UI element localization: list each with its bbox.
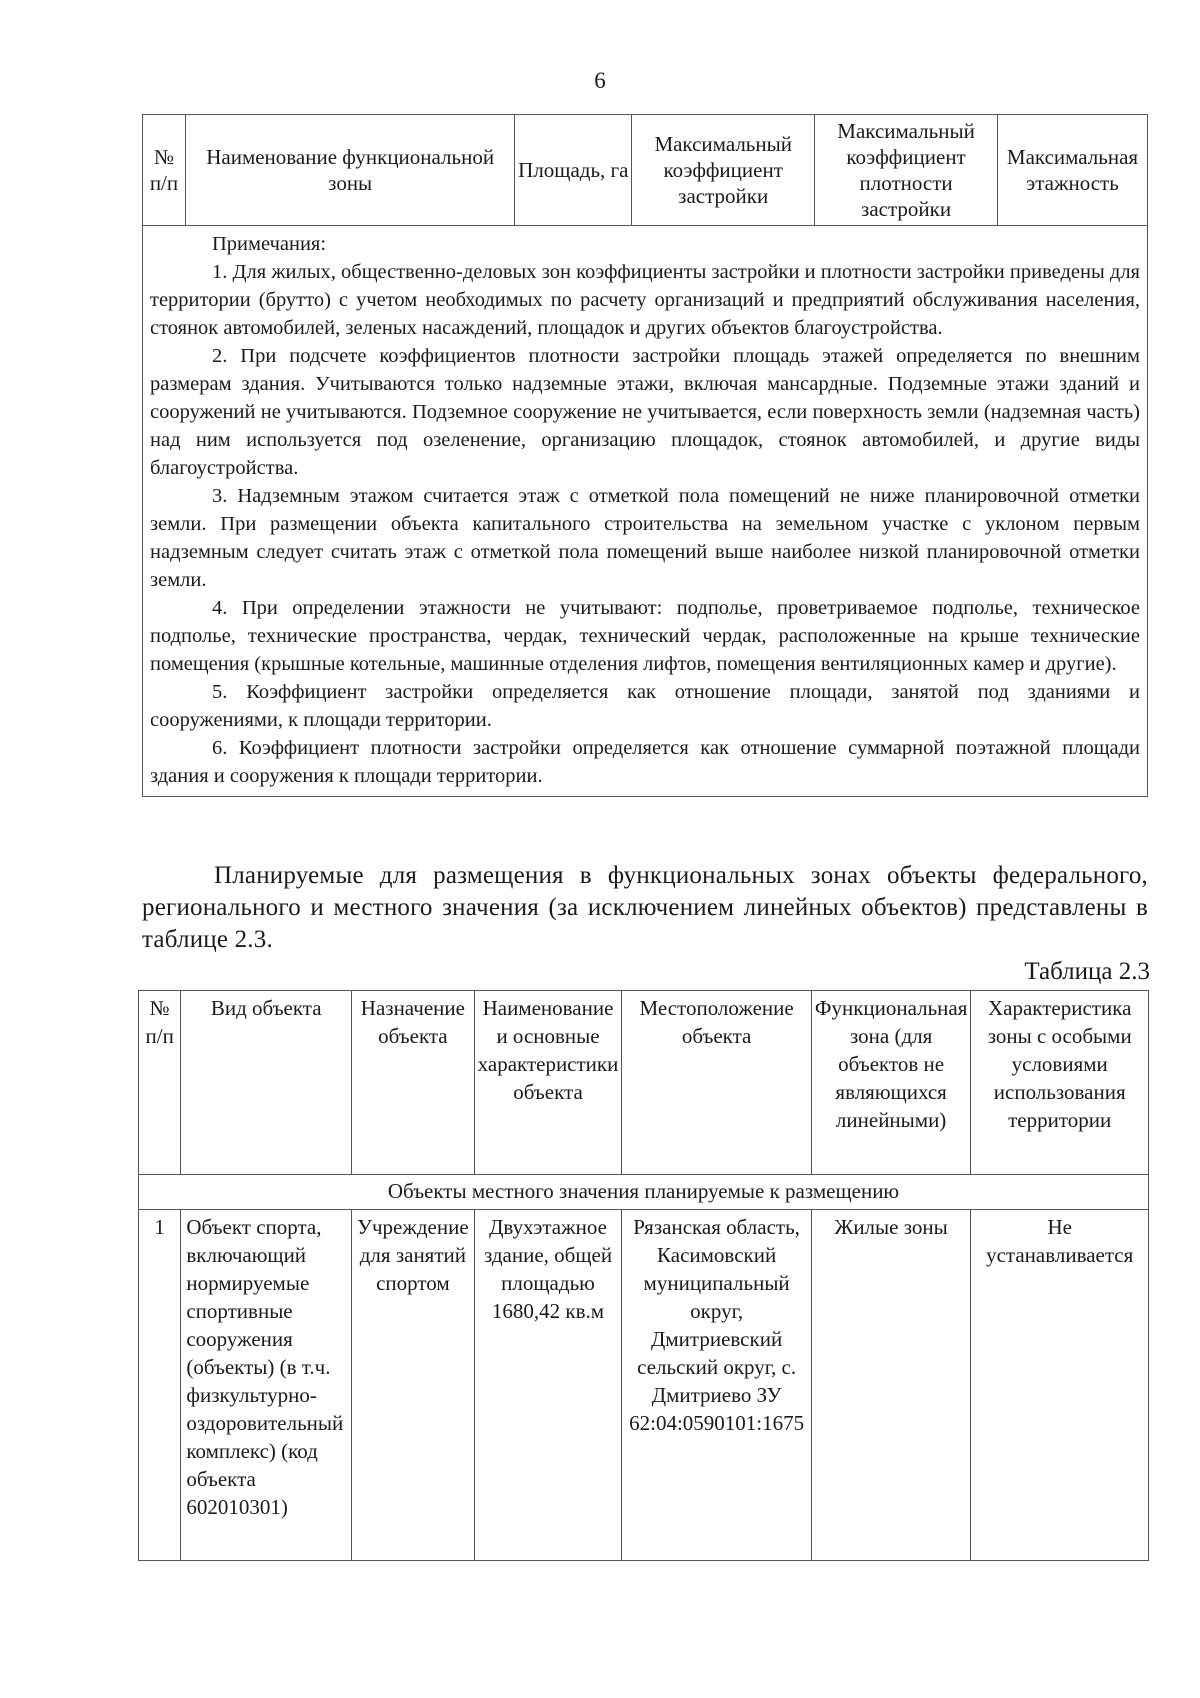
header-zone-name: Наименование функциональной зоны [185,115,514,226]
header-special-zone: Характеристика зоны с особыми условиями использования территории [971,991,1149,1175]
header-number: № п/п [143,115,186,226]
notes-title: Примечания: [212,233,327,255]
header-object-purpose: Назначение объекта [352,991,475,1175]
page-number: 6 [594,68,606,93]
planned-objects-table [138,990,1149,1561]
special-zone: Не устанавливается [971,1210,1149,1561]
table-row [139,1210,1149,1561]
functional-zone: Жилые зоны [811,1210,971,1561]
note-item: 4. При определении этажности не учитывают: подполье, проветриваемое подполье, техническое подполье, технические пространства, чердак, технический чердак, расположенные на крыше технические помещения (крышные котельные, машинные отделения лифтов, помещения вентиляционных камер и другие). [150,597,1140,675]
header-object-location: Местоположение объекта [622,991,811,1175]
object-purpose: Учреждение для занятий спортом [352,1210,475,1561]
note-item: 5. Коэффициент застройки определяется как отношение площади, занятой под зданиями и сооружениями, к площади территории. [150,681,1140,731]
note-item: 2. При подсчете коэффициентов плотности застройки площадь этажей определяется по внешним размерам здания. Учитываются только надземные этажи, включая мансардные. Подземные этажи зданий и сооружений не учитываются. Подземное сооружение не учитывается, если поверхность земли (надземная часть) над ним используется под озеленение, организацию площадок, стоянок автомобилей, и другие виды благоустройства. [150,345,1140,479]
note-item: 1. Для жилых, общественно-деловых зон коэффициенты застройки и плотности застройки приведены для территории (брутто) с учетом необходимых по расчету организаций и предприятий обслуживания населения, стоянок автомобилей, зеленых насаждений, площадок и других объектов благоустройства. [150,261,1140,339]
header-object-name: Наименование и основные характеристики объекта [474,991,622,1175]
section-title: Объекты местного значения планируемые к размещению [139,1175,1149,1210]
note-item: 3. Надземным этажом считается этаж с отметкой пола помещений не ниже планировочной отметки земли. При размещении объекта капитального строительства на земельном участке с уклоном первым надземным следует считать этаж с отметкой пола помещений выше наиболее низкой планировочной отметки земли. [150,485,1140,591]
header-max-density-coefficient: Максимальный коэффициент плотности застройки [815,115,998,226]
object-location: Рязанская область, Касимовский муниципальный округ, Дмитриевский сельский округ, с. Дмитриево ЗУ 62:04:0590101:1675 [622,1210,811,1561]
zones-table [142,114,1148,797]
object-name: Двухэтажное здание, общей площадью 1680,42 кв.м [474,1210,622,1561]
table-caption: Таблица 2.3 [1024,958,1150,985]
note-item: 6. Коэффициент плотности застройки определяется как отношение суммарной поэтажной площади здания и сооружения к площади территории. [150,737,1140,787]
header-functional-zone: Функциональная зона (для объектов не являющихся линейными) [811,991,971,1175]
header-number: № п/п [139,991,181,1175]
header-max-floors: Максимальная этажность [998,115,1148,226]
header-max-building-coefficient: Максимальный коэффициент застройки [632,115,815,226]
header-area: Площадь, га [515,115,632,226]
section-row [139,1175,1149,1210]
row-number: 1 [139,1210,181,1561]
object-type: Объект спорта, включающий нормируемые спортивные сооружения (объекты) (в т.ч. физкультурно-оздоровительный комплекс) (код объекта 602010301) [181,1210,352,1561]
notes-cell [143,226,1148,797]
header-object-type: Вид объекта [181,991,352,1175]
planned-objects-header [139,991,1149,1175]
intro-paragraph: Планируемые для размещения в функциональных зонах объекты федерального, регионального и местного значения (за исключением линейных объектов) представлены в таблице 2.3. [142,862,1148,953]
zones-table-header [143,115,1148,226]
